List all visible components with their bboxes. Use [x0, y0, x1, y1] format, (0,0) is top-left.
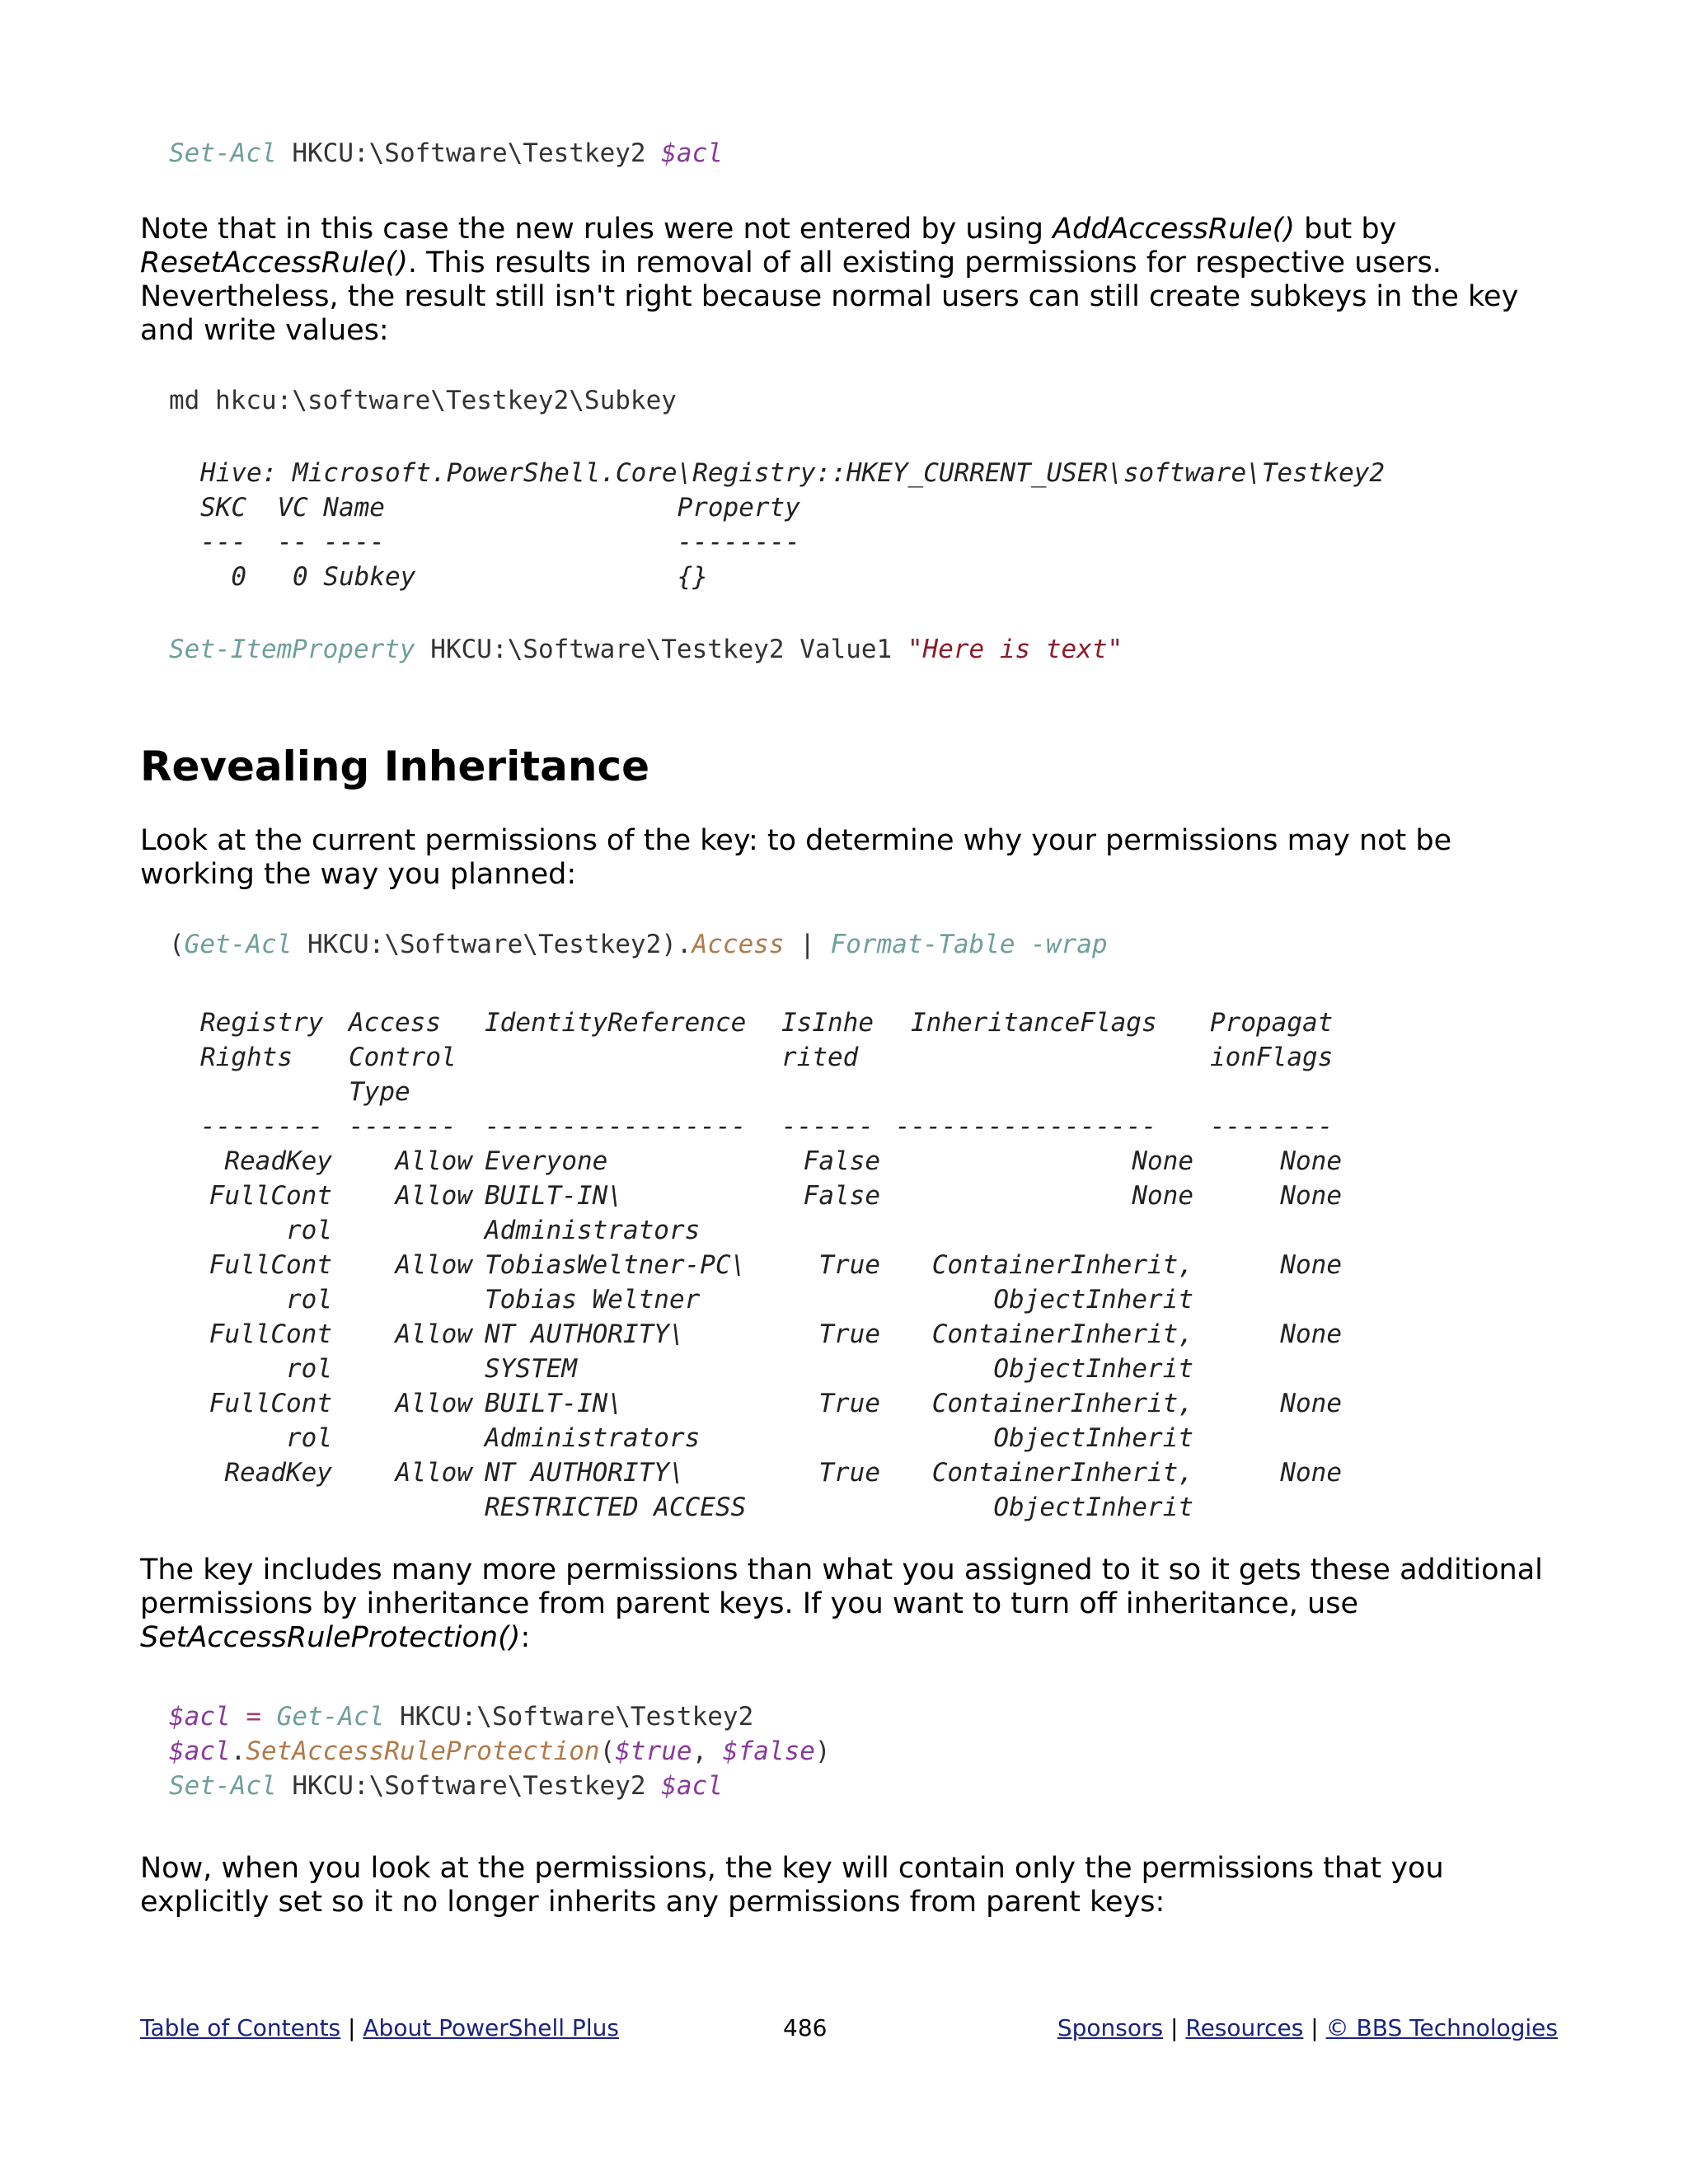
table-cell: True — [818, 1389, 880, 1418]
table-cell: Tobias Weltner — [485, 1285, 701, 1315]
table-cell: SYSTEM — [485, 1354, 577, 1384]
table-header-cell: Type — [349, 1077, 410, 1107]
table-header-cell: ionFlags — [1210, 1043, 1334, 1072]
code-pipe: | — [784, 930, 831, 959]
about-powershell-plus-link[interactable]: About PowerShell Plus — [363, 2014, 619, 2041]
table-header-row — [200, 1005, 1354, 1040]
table-row — [200, 1352, 1354, 1386]
code-variable: $acl — [661, 138, 723, 168]
code-property: Access — [692, 930, 785, 959]
table-header-cell: Access — [349, 1008, 441, 1038]
table-row — [200, 1386, 1354, 1421]
table-cell: ContainerInherit, — [931, 1250, 1193, 1280]
output-data-line: 0 0 Subkey {} — [200, 562, 708, 592]
table-cell: Allow — [395, 1250, 472, 1280]
table-cell: NT AUTHORITY\ — [485, 1319, 685, 1349]
table-cell: FullCont — [209, 1181, 332, 1211]
table-cell: Allow — [395, 1146, 472, 1176]
table-separator-cell: -------- — [200, 1112, 324, 1141]
code-dot: . — [230, 1736, 246, 1766]
table-cell: TobiasWeltner-PC\ — [485, 1250, 747, 1280]
code-cmdlet: Format-Table — [830, 930, 1015, 959]
code-line-set-protection — [169, 1734, 831, 1769]
table-separator-cell: ----------------- — [895, 1112, 1157, 1141]
table-cell: True — [818, 1458, 880, 1488]
code-comma: , — [692, 1736, 723, 1766]
table-header-cell: Control — [349, 1043, 457, 1072]
code-cmdlet: Get-Acl — [184, 930, 293, 959]
paragraph-current-permissions: Look at the current permissions of the key: to determine why your permissions may not be working the way you planned: — [140, 824, 1452, 891]
table-of-contents-link[interactable]: Table of Contents — [140, 2014, 341, 2041]
table-cell: rol — [286, 1423, 332, 1453]
resources-link[interactable]: Resources — [1185, 2014, 1304, 2041]
para-text: : — [520, 1621, 531, 1654]
table-cell: FullCont — [209, 1250, 332, 1280]
table-cell: ReadKey — [224, 1458, 332, 1488]
code-cmdlet: Set-Acl — [169, 138, 277, 168]
table-cell: ContainerInherit, — [931, 1389, 1193, 1418]
page-number: 486 — [783, 2014, 828, 2041]
table-cell: None — [1280, 1181, 1342, 1211]
table-cell: None — [1132, 1181, 1193, 1211]
code-paren: ( — [169, 930, 185, 959]
table-cell: ContainerInherit, — [931, 1458, 1193, 1488]
table-separator-cell: ------ — [781, 1112, 874, 1141]
table-separator-cell: ------- — [349, 1112, 457, 1141]
footer-separator: | — [348, 2014, 356, 2041]
code-cmdlet: Set-ItemProperty — [169, 635, 415, 664]
table-row — [200, 1490, 1354, 1525]
table-row — [200, 1455, 1354, 1490]
table-cell: None — [1280, 1250, 1342, 1280]
table-cell: ObjectInherit — [993, 1285, 1193, 1315]
code-set-itemproperty — [169, 632, 1123, 667]
table-cell: ObjectInherit — [993, 1423, 1193, 1453]
code-paren: ) — [814, 1736, 831, 1766]
paragraph-inheritance — [140, 1554, 1558, 1655]
table-header-cell: InheritanceFlags — [911, 1008, 1157, 1038]
table-header-row — [200, 1109, 1354, 1144]
method-name: ResetAccessRule() — [140, 246, 408, 279]
table-header-cell: Registry — [200, 1008, 324, 1038]
code-args: HKCU:\Software\Testkey2 Value1 — [430, 635, 893, 664]
table-cell: Allow — [395, 1458, 472, 1488]
footer-separator: | — [1170, 2014, 1179, 2041]
table-row — [200, 1179, 1354, 1213]
code-path: HKCU:\Software\Testkey2 — [276, 1771, 662, 1801]
page-footer — [140, 2011, 1558, 2046]
code-string: "Here is text" — [907, 635, 1123, 664]
table-cell: rol — [286, 1216, 332, 1245]
table-cell: Administrators — [485, 1423, 701, 1453]
code-set-acl — [169, 136, 723, 171]
footer-right-links — [1057, 2011, 1558, 2046]
table-header-cell: IdentityReference — [485, 1008, 747, 1038]
code-variable: $true — [615, 1736, 692, 1766]
code-variable: $acl — [169, 1702, 231, 1732]
footer-separator: | — [1311, 2014, 1319, 2041]
table-cell: FullCont — [209, 1319, 332, 1349]
code-paren: ( — [599, 1736, 616, 1766]
table-cell: RESTRICTED ACCESS — [485, 1493, 747, 1522]
code-method: SetAccessRuleProtection — [246, 1736, 600, 1766]
code-path: HKCU:\Software\Testkey2). — [307, 930, 692, 959]
table-cell: Allow — [395, 1319, 472, 1349]
table-separator-cell: ----------------- — [485, 1112, 747, 1141]
table-cell: None — [1280, 1389, 1342, 1418]
table-cell: False — [803, 1181, 880, 1211]
code-get-acl-access — [169, 927, 1108, 962]
table-cell: FullCont — [209, 1389, 332, 1418]
table-row — [200, 1248, 1354, 1282]
code-operator: = — [230, 1702, 277, 1732]
table-row — [200, 1282, 1354, 1317]
footer-left-links — [140, 2011, 619, 2046]
bbs-technologies-link[interactable]: © BBS Technologies — [1325, 2014, 1558, 2041]
method-name: SetAccessRuleProtection() — [140, 1621, 521, 1654]
table-header-row — [200, 1040, 1354, 1075]
table-row — [200, 1317, 1354, 1352]
code-parameter: -wrap — [1030, 930, 1108, 959]
para-text: but by — [1294, 213, 1397, 246]
table-header-cell: Rights — [200, 1043, 293, 1072]
table-cell: None — [1280, 1146, 1342, 1176]
table-cell: ObjectInherit — [993, 1354, 1193, 1384]
method-name: AddAccessRule() — [1053, 213, 1295, 246]
table-header-cell: rited — [781, 1043, 859, 1072]
code-line-set-acl — [169, 1769, 723, 1803]
paragraph-explicit-permissions: Now, when you look at the permissions, the key will contain only the permissions that you explicitly set so it no longer inherits any permissions from parent keys: — [140, 1852, 1444, 1919]
code-cmdlet: Set-Acl — [169, 1771, 277, 1801]
output-header-line: SKC VC Name Property — [200, 493, 800, 523]
table-cell: None — [1132, 1146, 1193, 1176]
table-cell: Everyone — [485, 1146, 608, 1176]
code-path: HKCU:\Software\Testkey2 — [384, 1702, 754, 1732]
table-cell: None — [1280, 1458, 1342, 1488]
code-path: HKCU:\Software\Testkey2 — [292, 138, 646, 168]
para-text: Note that in this case the new rules were not entered by using — [140, 213, 1053, 246]
table-row — [200, 1213, 1354, 1248]
table-header-cell: IsInhe — [781, 1008, 874, 1038]
table-cell: True — [818, 1319, 880, 1349]
table-cell: Administrators — [485, 1216, 701, 1245]
table-cell: BUILT-IN\ — [485, 1181, 623, 1211]
code-cmdlet: Get-Acl — [276, 1702, 385, 1732]
table-cell: Allow — [395, 1181, 472, 1211]
table-cell: ObjectInherit — [993, 1493, 1193, 1522]
table-header-cell: Propagat — [1210, 1008, 1334, 1038]
table-cell: BUILT-IN\ — [485, 1389, 623, 1418]
table-cell: ReadKey — [224, 1146, 332, 1176]
output-hive-line: Hive: Microsoft.PowerShell.Core\Registry::HKEY_CURRENT_USER\software\Testkey2 — [200, 458, 1386, 488]
code-md-subkey: md hkcu:\software\Testkey2\Subkey — [169, 386, 677, 415]
table-row — [200, 1421, 1354, 1455]
sponsors-link[interactable]: Sponsors — [1057, 2014, 1164, 2041]
code-variable: $false — [722, 1736, 815, 1766]
table-cell: False — [803, 1146, 880, 1176]
output-separator-line: --- -- ---- -------- — [200, 527, 800, 557]
para-text: . This results in removal of all existing permissions for respective users. Nevertheless, the result still isn't right because normal users can still create subkeys in the key and write values: — [140, 246, 1519, 347]
table-row — [200, 1144, 1354, 1179]
table-cell: None — [1280, 1319, 1342, 1349]
table-cell: Allow — [395, 1389, 472, 1418]
code-variable: $acl — [661, 1771, 723, 1801]
table-header-row — [200, 1075, 1354, 1109]
table-cell: NT AUTHORITY\ — [485, 1458, 685, 1488]
code-variable: $acl — [169, 1736, 231, 1766]
table-cell: rol — [286, 1354, 332, 1384]
table-cell: rol — [286, 1285, 332, 1315]
table-separator-cell: -------- — [1210, 1112, 1334, 1141]
table-cell: True — [818, 1250, 880, 1280]
section-heading: Revealing Inheritance — [140, 743, 650, 790]
para-text: The key includes many more permissions than what you assigned to it so it gets these additional permissions by inheritance from parent keys. If you want to turn off inheritance, use — [140, 1554, 1543, 1620]
code-line-get-acl — [169, 1699, 753, 1734]
table-cell: ContainerInherit, — [931, 1319, 1193, 1349]
paragraph-reset-access-rule — [140, 213, 1558, 348]
